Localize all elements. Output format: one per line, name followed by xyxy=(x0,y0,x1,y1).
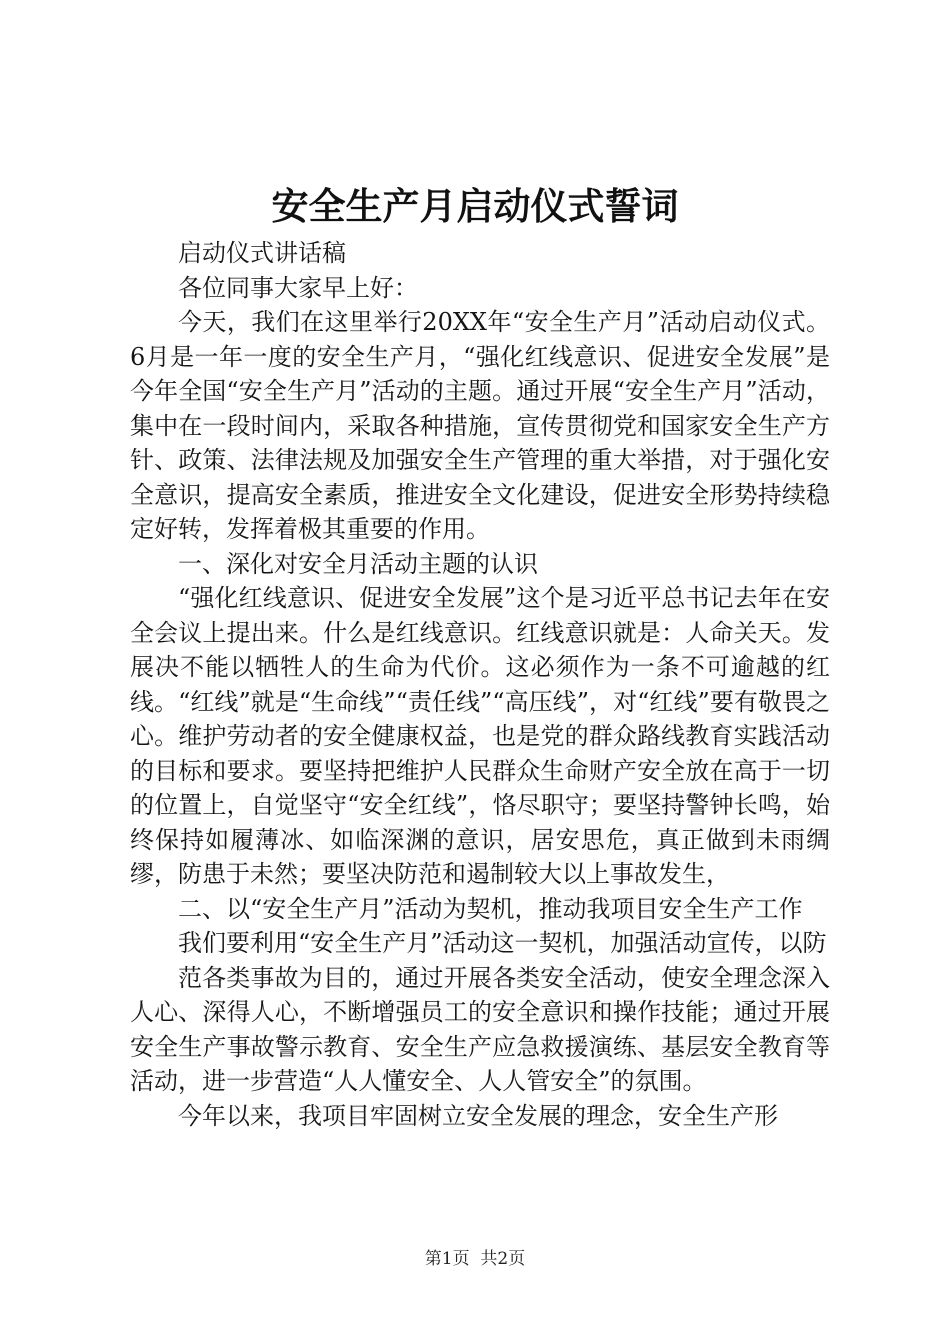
paragraph-section-1: “强化红线意识、促进安全发展”这个是习近平总书记去年在安全会议上提出来。什么是红线意识。红线意识就是：人命关天。发展决不能以牺牲人的生命为代价。这必须作为一条不可逾越的红线。“红线”就是“生命线”“责任线”“高压线”，对“红线”要有敬畏之心。维护劳动者的安全健康权益，也是党的群众路线教育实践活动的目标和要求。要坚持把维护人民群众生命财产安全放在高于一切的位置上，自觉坚守“安全红线”，恪尽职守；要坚持警钟长鸣，始终保持如履薄冰、如临深渊的意识，居安思危，真正做到未雨绸缪，防患于未然；要坚决防范和遏制较大以上事故发生， xyxy=(130,584,830,888)
section-heading-2: 二、以“安全生产月”活动为契机，推动我项目安全生产工作 xyxy=(178,894,803,923)
paragraph-section-2b: 范各类事故为目的，通过开展各类安全活动，使安全理念深入人心、深得人心，不断增强员工的安全意识和操作技能；通过开展安全生产事故警示教育、安全生产应急救援演练、基层安全教育等活动，进一步营造“人人懂安全、人人管安全”的氛围。 xyxy=(130,963,830,1095)
page-footer xyxy=(0,1248,950,1270)
document-body xyxy=(130,236,830,1133)
paragraph-section-2a: 我们要利用“安全生产月”活动这一契机，加强活动宣传，以防 xyxy=(178,929,827,957)
page-number: 第1页 共2页 xyxy=(424,1249,526,1269)
document-title: 安全生产月启动仪式誓词 xyxy=(271,184,679,228)
paragraph-greeting: 各位同事大家早上好： xyxy=(178,273,418,302)
paragraph-section-2c: 今年以来，我项目牢固树立安全发展的理念，安全生产形 xyxy=(178,1101,778,1130)
paragraph-speech-label: 启动仪式讲话稿 xyxy=(178,239,346,267)
paragraph-intro: 今天，我们在这里举行20XX年“安全生产月”活动启动仪式。6月是一年一度的安全生产月，“强化红线意识、促进安全发展”是今年全国“安全生产月”活动的主题。通过开展“安全生产月”活动，集中在一段时间内，采取各种措施，宣传贯彻党和国家安全生产方针、政策、法律法规及加强安全生产管理的重大举措，对于强化安全意识，提高安全素质，推进安全文化建设，促进安全形势持续稳定好转，发挥着极其重要的作用。 xyxy=(130,308,830,543)
section-heading-1: 一、深化对安全月活动主题的认识 xyxy=(178,549,538,578)
